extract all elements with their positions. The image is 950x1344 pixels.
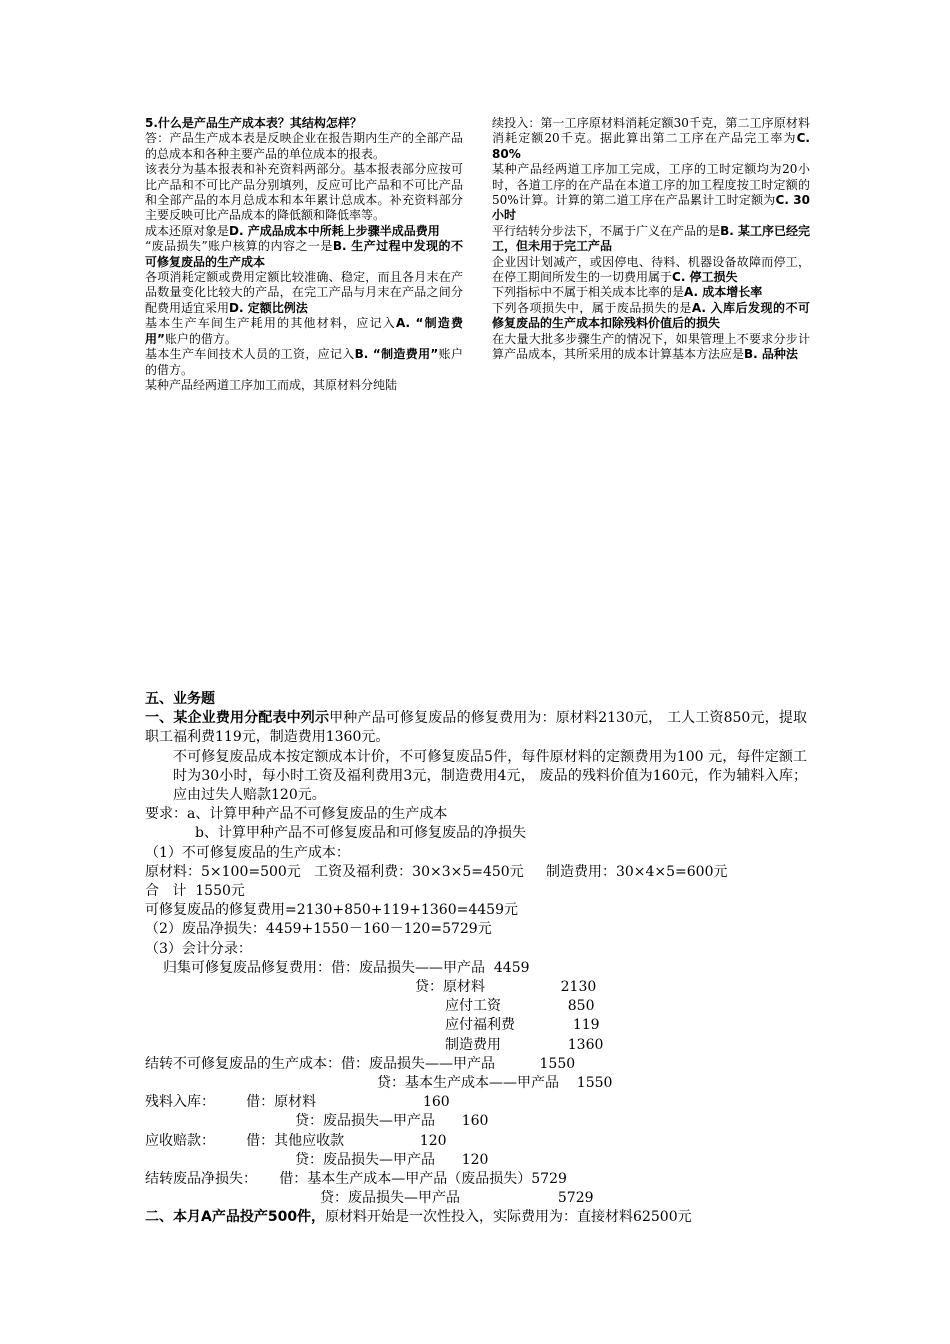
answer-paragraph: 该表分为基本报表和补充资料两部分。基本报表部分应按可比产品和不可比产品分别填列，反应可比产品和不可比产品和全部产品的本月总成本和本年累计总成本。补充资料部分主要反映可比产品成本的降低额和降低率等。 — [145, 162, 463, 223]
journal-entry-credit: 贷：废品损失—甲产品 120 — [295, 1151, 489, 1168]
mc-item: 在大量大批多步骤生产的情况下，如果管理上不要求分步计算产品成本，其所采用的成本计算基本方法应是B. 品种法 — [492, 331, 810, 362]
problem-two-statement: 二、本月A产品投产500件，原材料开始是一次性投入，实际费用为：直接材料62500元 — [145, 1209, 692, 1226]
question-title: 5.什么是产品生产成本表？其结构怎样？ — [145, 116, 362, 130]
step-heading: （3）会计分录： — [145, 940, 252, 957]
mc-item: 下列指标中不属于相关成本比率的是A. 成本增长率 — [492, 285, 763, 300]
journal-entry-credit: 贷：原材料 2130 — [415, 979, 597, 996]
calculation-line: 原材料：5×100=500元 工资及福利费：30×3×5=450元 制造费用：30×4×5=600元 — [145, 863, 728, 880]
journal-entry-debit: 归集可修复废品修复费用：借：废品损失——甲产品 4459 — [163, 959, 530, 976]
journal-entry-credit: 贷：废品损失—甲产品 160 — [295, 1113, 489, 1130]
calculation-line: 可修复废品的修复费用=2130+850+119+1360=4459元 — [145, 902, 518, 919]
journal-entry-credit: 应付福利费 119 — [445, 1017, 600, 1034]
journal-entry-debit: 结转不可修复废品的生产成本：借：废品损失——甲产品 1550 — [145, 1055, 576, 1072]
journal-entry-credit: 贷：废品损失—甲产品 5729 — [320, 1190, 594, 1207]
journal-entry-credit: 制造费用 1360 — [445, 1036, 604, 1053]
requirement-b: b、计算甲种产品不可修复废品和可修复废品的净损失 — [195, 825, 526, 842]
mc-item: 续投入：第一工序原材料消耗定额30千克，第二工序原材料消耗定额20千克。据此算出第二工序在产品完工率为C. 80% — [492, 116, 810, 161]
mc-item: “废品损失”账户核算的内容之一是B. 生产过程中发现的不可修复废品的生产成本 — [145, 239, 463, 269]
mc-item: 基本生产车间生产耗用的其他材料，应记入A. “制造费用”账户的借方。 — [145, 316, 463, 346]
mc-item: 成本还原对象是D. 产成品成本中所耗上步骤半成品费用 — [145, 223, 440, 238]
mc-item: 下列各项损失中，属于废品损失的是A. 入库后发现的不可修复废品的生产成本扣除残料价值后的损失 — [492, 300, 810, 331]
answer-paragraph: 答：产品生产成本表是反映企业在报告期内生产的全部产品的总成本和各种主要产品的单位成本的报表。 — [145, 131, 463, 161]
mc-item: 某种产品经两道工序加工而成，其原材料分纯陆 — [145, 377, 398, 392]
journal-entry-debit: 结转废品净损失： 借：基本生产成本—甲产品（废品损失）5729 — [145, 1171, 567, 1188]
journal-entry-debit: 残料入库： 借：原材料 160 — [145, 1094, 450, 1111]
problem-one-detail: 不可修复废品成本按定额成本计价，不可修复废品5件，每件原材料的定额费用为100 元，每件定额工时为30小时，每小时工资及福利费用3元，制造费用4元， 废品的残料价值为160元，作为辅料入库；应由过失人赔款120元。 — [173, 748, 807, 804]
journal-entry-debit: 应收赔款： 借：其他应收款 120 — [145, 1132, 447, 1149]
mc-item: 各项消耗定额或费用定额比较准确、稳定，而且各月末在产品数量变化比较大的产品，在完工产品与月末在产品之间分配费用适宜采用D. 定额比例法 — [145, 270, 463, 315]
right-column — [492, 116, 810, 363]
calculation-total: 合 计 1550元 — [145, 883, 245, 900]
requirement-a: 要求：a、计算甲种产品不可修复废品的生产成本 — [145, 806, 448, 823]
journal-entry-credit: 贷：基本生产成本——甲产品 1550 — [377, 1075, 613, 1092]
step-heading: （1）不可修复废品的生产成本： — [145, 844, 350, 861]
left-column — [145, 116, 463, 393]
mc-item: 基本生产车间技术人员的工资，应记入B. “制造费用”账户的借方。 — [145, 347, 463, 377]
section-title: 五、业务题 — [145, 691, 215, 707]
problem-one-statement: 一、某企业费用分配表中列示甲种产品可修复废品的修复费用为：原材料2130元， 工人工资850元，提取职工福利费119元，制造费用1360元。 — [145, 710, 807, 746]
mc-item: 平行结转分步法下，不属于广义在产品的是B. 某工序已经完工，但未用于完工产品 — [492, 223, 810, 254]
step-heading: （2）废品净损失：4459+1550－160－120=5729元 — [145, 921, 492, 938]
mc-item: 企业因计划减产，或因停电、待料、机器设备故障而停工，在停工期间所发生的一切费用属于C. 停工损失 — [492, 254, 810, 285]
business-problems-section — [145, 690, 807, 1228]
mc-item: 某种产品经两道工序加工完成，工序的工时定额均为20小时，各道工序的在产品在本道工序的加工程度按工时定额的50%计算。计算的第二道工序在产品累计工时定额为C. 30小时 — [492, 162, 810, 223]
journal-entry-credit: 应付工资 850 — [445, 998, 595, 1015]
